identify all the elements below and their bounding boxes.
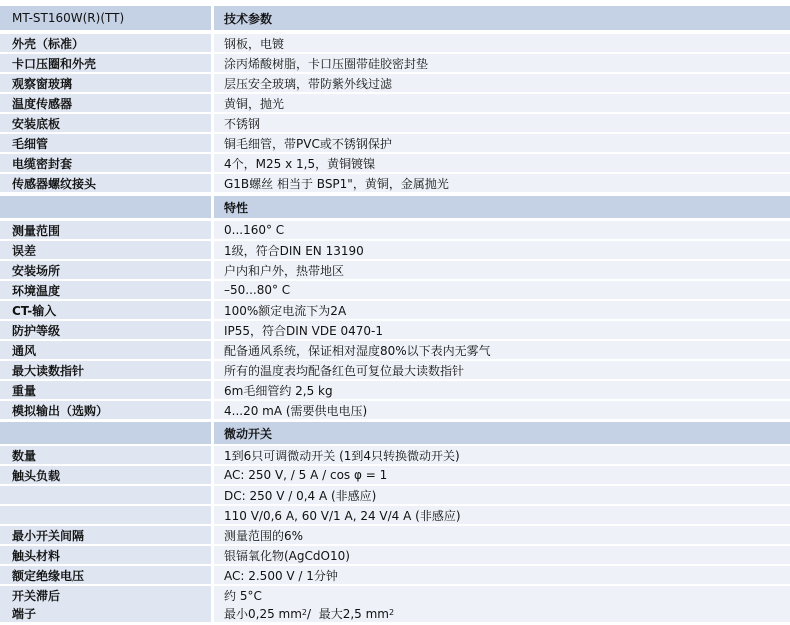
table-row: [0, 221, 790, 239]
table-row: [0, 54, 790, 72]
table-row: [0, 241, 790, 259]
row-value: 1级，符合DIN EN 13190: [214, 241, 790, 259]
row-value: 户内和户外，热带地区: [214, 261, 790, 279]
section-title-characteristics: 特性: [214, 196, 790, 218]
row-label: 端子: [0, 604, 211, 622]
table-row: [0, 281, 790, 299]
table-row: [0, 174, 790, 192]
table-row: [0, 94, 790, 112]
table-row: [0, 261, 790, 279]
table-row: [0, 526, 790, 544]
row-value: 所有的温度表均配备红色可复位最大读数指针: [214, 361, 790, 379]
row-label: [0, 506, 211, 524]
table-row: [0, 341, 790, 359]
table-row: [0, 134, 790, 152]
section-header-row: [0, 196, 790, 218]
table-row: [0, 114, 790, 132]
row-label: 安装底板: [0, 114, 211, 132]
row-value: 4...20 mA (需要供电电压): [214, 401, 790, 419]
row-label: 外壳（标准）: [0, 34, 211, 52]
section-header-row: [0, 422, 790, 444]
row-label: [0, 486, 211, 504]
row-label: 电缆密封套: [0, 154, 211, 172]
row-value: 4个，M25 x 1,5，黄铜镀镍: [214, 154, 790, 172]
row-value: 110 V/0,6 A, 60 V/1 A, 24 V/4 A (非感应): [214, 506, 790, 524]
table-row: [0, 381, 790, 399]
table-row: [0, 34, 790, 52]
row-value: 配备通风系统，保证相对湿度80%以下表内无雾气: [214, 341, 790, 359]
row-value: 钢板，电镀: [214, 34, 790, 52]
row-label: 数量: [0, 446, 211, 464]
table-row: [0, 486, 790, 504]
row-value: 铜毛细管，带PVC或不锈钢保护: [214, 134, 790, 152]
row-label: 环境温度: [0, 281, 211, 299]
row-value: IP55，符合DIN VDE 0470-1: [214, 321, 790, 339]
row-label: 测量范围: [0, 221, 211, 239]
table-row: [0, 301, 790, 319]
table-row: [0, 401, 790, 419]
row-label: 防护等级: [0, 321, 211, 339]
row-value: 6m毛细管约 2,5 kg: [214, 381, 790, 399]
row-value: 100%额定电流下为2A: [214, 301, 790, 319]
row-label: 额定绝缘电压: [0, 566, 211, 584]
row-value: AC: 250 V, / 5 A / cos φ = 1: [214, 466, 790, 484]
section-header-blank: [0, 422, 211, 444]
row-label: 误差: [0, 241, 211, 259]
row-value: 0...160° C: [214, 221, 790, 239]
row-label: 触头负载: [0, 466, 211, 484]
table-row: [0, 586, 790, 604]
row-label: 最大读数指针: [0, 361, 211, 379]
row-value: 银镉氧化物(AgCdO10): [214, 546, 790, 564]
table-row: [0, 321, 790, 339]
row-label: 传感器螺纹接头: [0, 174, 211, 192]
table-row: [0, 604, 790, 622]
table-row: [0, 466, 790, 484]
row-label: CT-输入: [0, 301, 211, 319]
model-name: MT-ST160W(R)(TT): [0, 6, 211, 30]
row-label: 模拟输出（选购）: [0, 401, 211, 419]
row-value: 约 5°C: [214, 586, 790, 604]
table-row: [0, 74, 790, 92]
row-value: AC: 2.500 V / 1分钟: [214, 566, 790, 584]
row-label: 毛细管: [0, 134, 211, 152]
row-label: 重量: [0, 381, 211, 399]
row-label: 开关滞后: [0, 586, 211, 604]
row-label: 观察窗玻璃: [0, 74, 211, 92]
row-value: G1B螺丝 相当于 BSP1"，黄铜，金属抛光: [214, 174, 790, 192]
row-value: 层压安全玻璃，带防紫外线过滤: [214, 74, 790, 92]
terminal-min-text: 最小0,25 mm: [224, 606, 302, 621]
terminal-max-text: / 最大2,5 mm: [307, 606, 389, 621]
row-label: 安装场所: [0, 261, 211, 279]
table-row: [0, 566, 790, 584]
table-row: [0, 506, 790, 524]
section-title-microswitch: 微动开关: [214, 422, 790, 444]
table-row: [0, 154, 790, 172]
row-label: 通风: [0, 341, 211, 359]
section-header-blank: [0, 196, 211, 218]
row-value: DC: 250 V / 0,4 A (非感应): [214, 486, 790, 504]
table-header-row: [0, 6, 790, 30]
table-row: [0, 361, 790, 379]
row-value-terminal: 最小0,25 mm 2 / 最大2,5 mm 2: [214, 604, 790, 622]
row-value: 涂丙烯酸树脂，卡口压圈带硅胶密封垫: [214, 54, 790, 72]
row-value: 测量范围的6%: [214, 526, 790, 544]
section-title-tech: 技术参数: [214, 6, 790, 30]
row-value: –50...80° C: [214, 281, 790, 299]
row-label: 最小开关间隔: [0, 526, 211, 544]
row-label: 触头材料: [0, 546, 211, 564]
row-value: 1到6只可调微动开关 (1到4只转换微动开关): [214, 446, 790, 464]
table-row: [0, 446, 790, 464]
row-label: 卡口压圈和外壳: [0, 54, 211, 72]
row-value: 黄铜，抛光: [214, 94, 790, 112]
row-label: 温度传感器: [0, 94, 211, 112]
table-row: [0, 546, 790, 564]
row-value: 不锈钢: [214, 114, 790, 132]
